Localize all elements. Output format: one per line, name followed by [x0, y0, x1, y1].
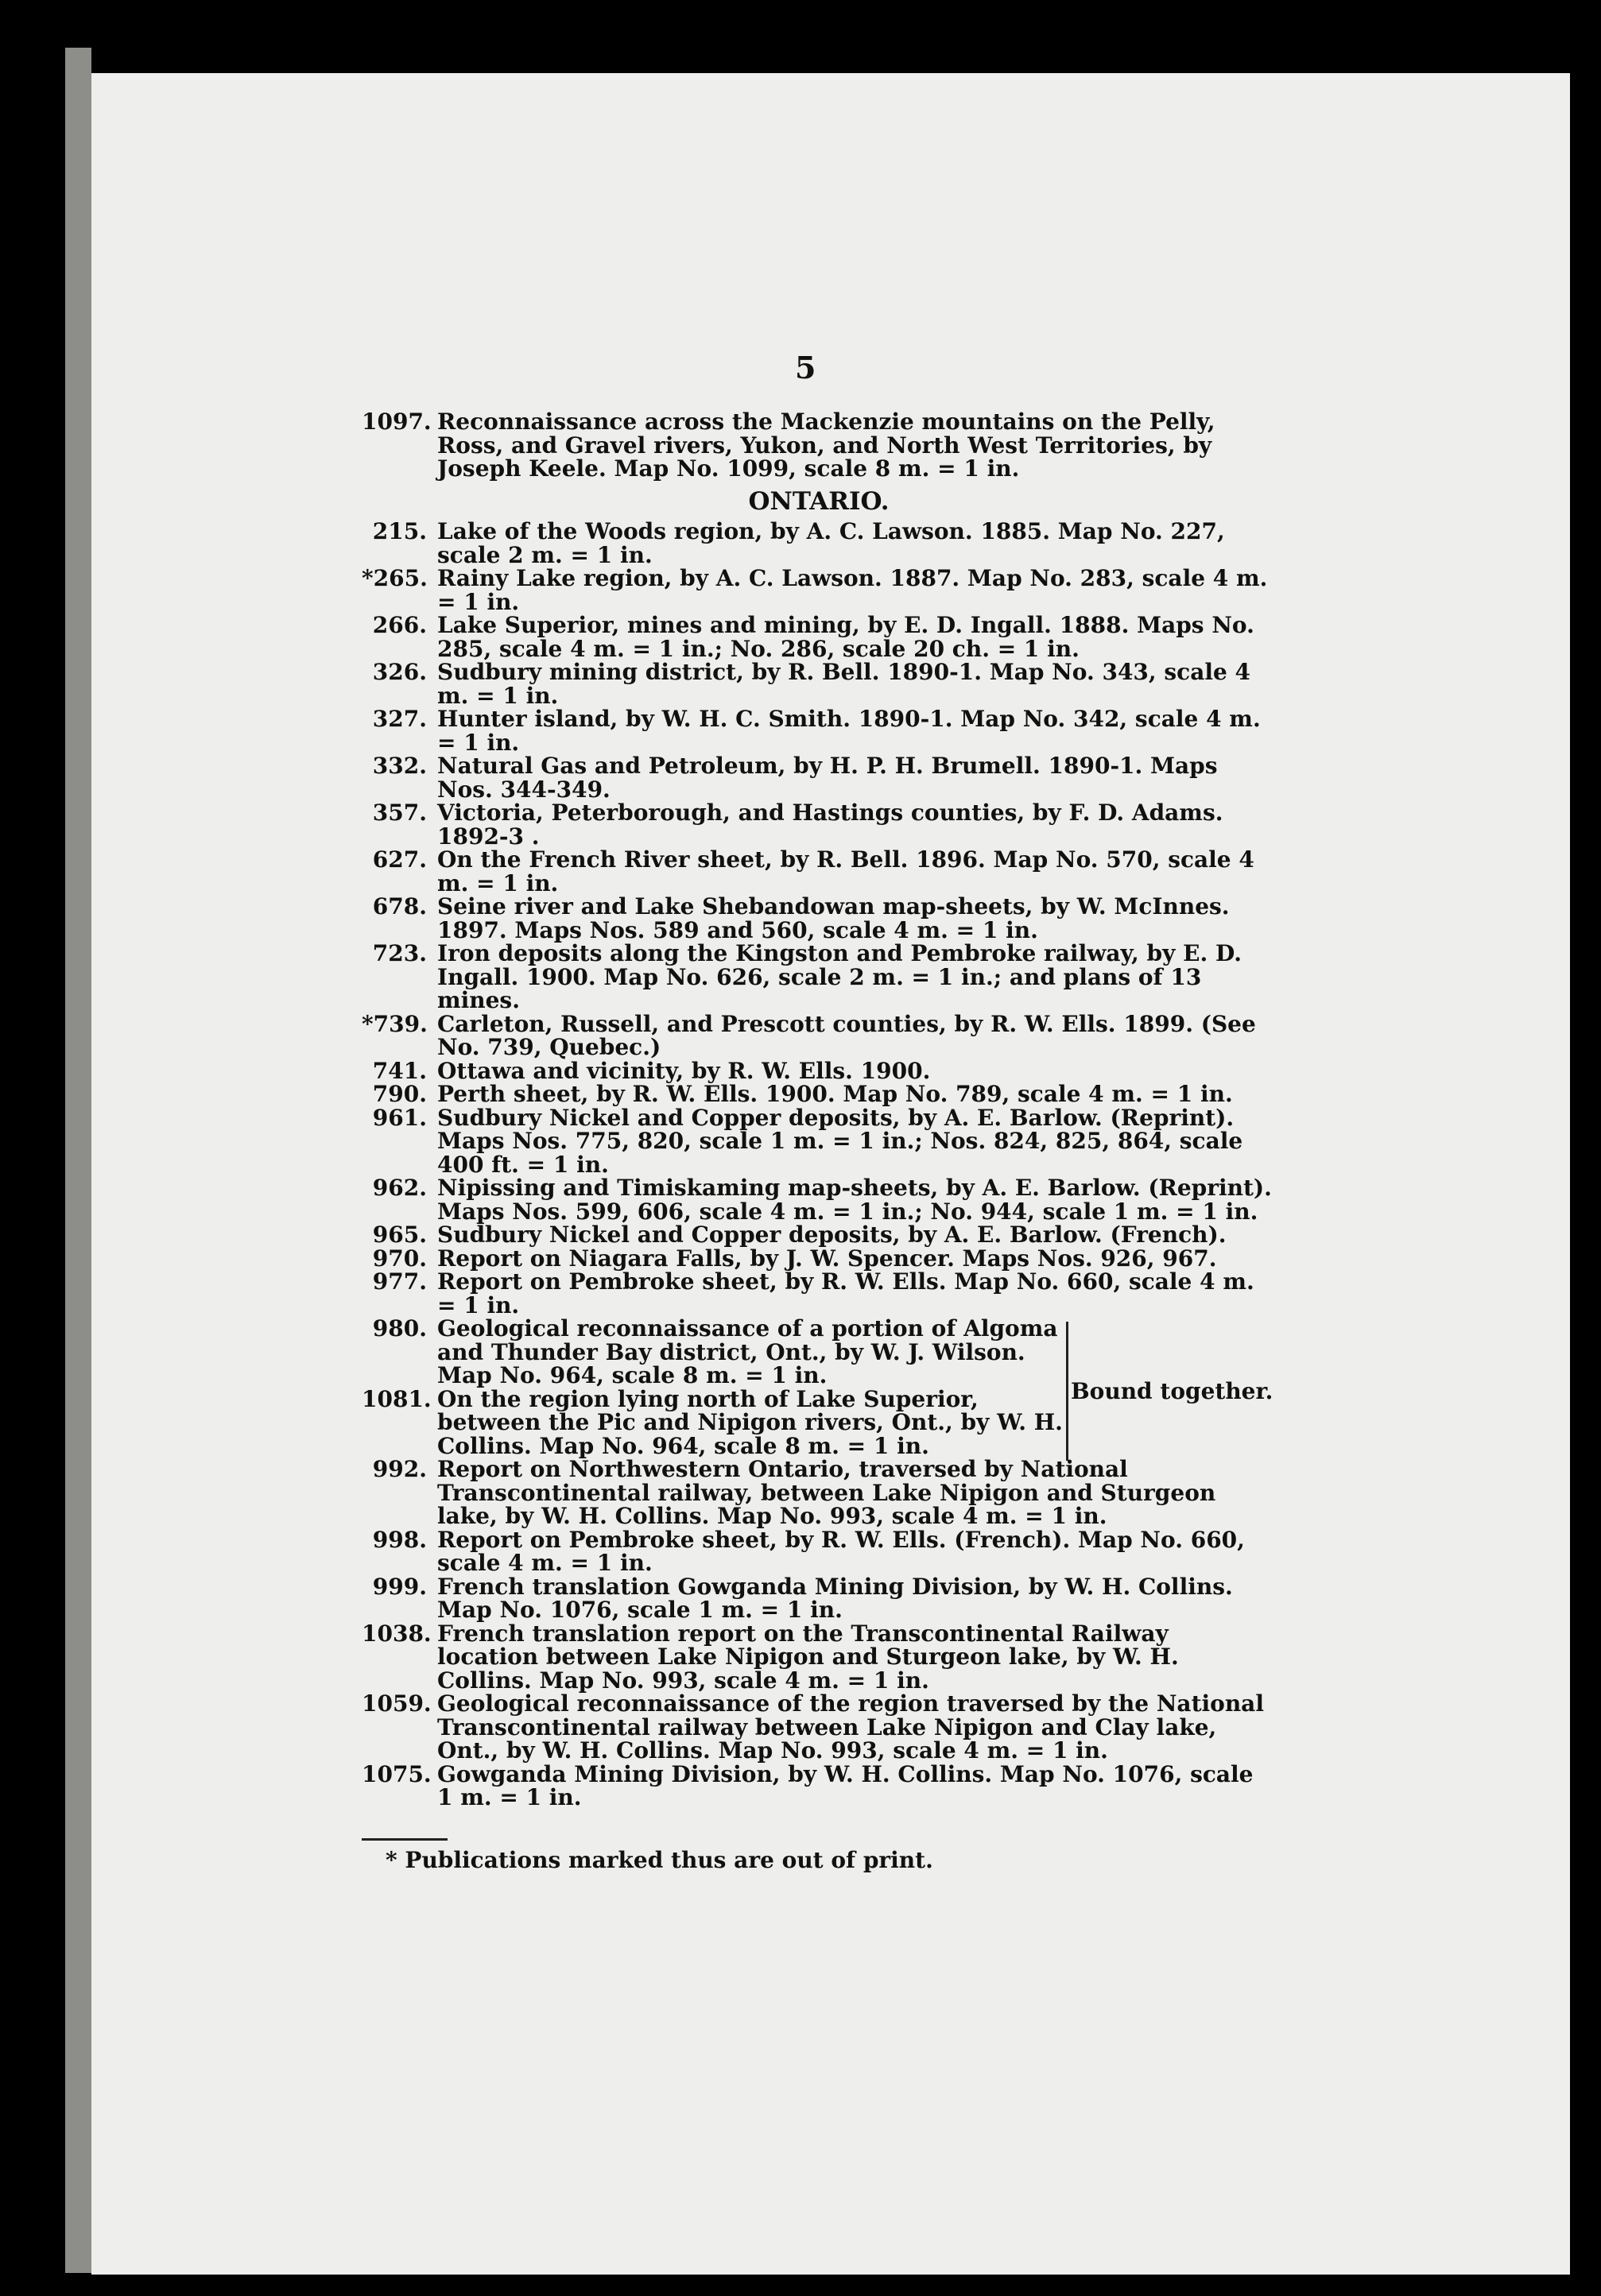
list-entry — [362, 614, 1276, 660]
entry-text: Sudbury Nickel and Copper deposits, by A. E. Barlow. (Reprint). Maps Nos. 775, 820, scale 1 m. = 1 in.; Nos. 824, 825, 864, scale 400 ft. = 1 in. — [437, 1104, 1243, 1178]
list-entry — [362, 1223, 1276, 1247]
entry-number: 1097. — [362, 408, 432, 435]
bound-entries — [362, 1317, 1081, 1458]
ontario-entries — [362, 520, 1276, 1317]
section-heading: ONTARIO. — [748, 486, 890, 516]
list-entry — [362, 1528, 1276, 1575]
list-entry — [362, 520, 1276, 567]
entry-number: 1075. — [362, 1760, 432, 1787]
entry-text: On the French River sheet, by R. Bell. 1896. Map No. 570, scale 4 m. = 1 in. — [437, 846, 1254, 896]
bound-together-label: Bound together. — [1071, 1378, 1273, 1404]
entry-number: 965. — [372, 1222, 427, 1248]
entry-text: Iron deposits along the Kingston and Pembroke railway, by E. D. Ingall. 1900. Map No. 626, scale 2 m. = 1 in.; and plans of 13 mines. — [437, 940, 1242, 1013]
entry-text: Geological reconnaissance of a portion of Algoma and Thunder Bay district, Ont., by W. J. Wilson. Map No. 964, scale 8 m. = 1 in. — [437, 1315, 1058, 1388]
list-entry — [362, 1458, 1276, 1528]
entry-text: Lake of the Woods region, by A. C. Lawson. 1885. Map No. 227, scale 2 m. = 1 in. — [437, 518, 1225, 568]
entry-text: Nipissing and Timiskaming map-sheets, by A. E. Barlow. (Reprint). Maps Nos. 599, 606, scale 4 m. = 1 in.; No. 944, scale 1 m. = 1 in. — [437, 1175, 1272, 1225]
list-entry — [362, 754, 1276, 801]
list-entry — [362, 1385, 1081, 1459]
entry-text: Gowganda Mining Division, by W. H. Collins. Map No. 1076, scale 1 m. = 1 in. — [437, 1760, 1254, 1810]
entry-number: 998. — [372, 1526, 427, 1553]
entry-number: 723. — [372, 940, 427, 966]
list-entry — [362, 1106, 1276, 1177]
entry-number: 961. — [372, 1104, 427, 1131]
entry-number: 977. — [372, 1268, 427, 1295]
entry-text: Report on Niagara Falls, by J. W. Spencer. Maps Nos. 926, 967. — [437, 1245, 1217, 1272]
list-entry — [362, 1270, 1276, 1317]
entry-text: Lake Superior, mines and mining, by E. D. Ingall. 1888. Maps No. 285, scale 4 m. = 1 in.; No. 286, scale 20 ch. = 1 in. — [437, 612, 1254, 662]
entry-text: Rainy Lake region, by A. C. Lawson. 1887. Map No. 283, scale 4 m. = 1 in. — [437, 565, 1268, 615]
list-entry — [362, 895, 1276, 942]
entry-number: 1038. — [362, 1620, 432, 1647]
entry-text: Report on Northwestern Ontario, traversed by National Transcontinental railway, between Lake Nipigon and Sturgeon lake, by W. H. Collins. Map No. 993, scale 4 m. = 1 in. — [437, 1456, 1216, 1529]
entry-number: 215. — [372, 518, 427, 544]
footnote: * Publications marked thus are out of print. — [386, 1846, 933, 1873]
entry-number: *739. — [362, 1010, 428, 1037]
list-entry — [362, 942, 1276, 1012]
entry-text: On the region lying north of Lake Superior, between the Pic and Nipigon rivers, Ont., by W. H. Collins. Map No. 964, scale 8 m. = 1 in. — [437, 1385, 1063, 1459]
list-entry — [362, 410, 1276, 481]
entry-number: 741. — [372, 1057, 427, 1084]
footnote-rule — [362, 1838, 448, 1841]
list-entry — [362, 707, 1276, 754]
entry-text: French translation Gowganda Mining Division, by W. H. Collins. Map No. 1076, scale 1 m. = 1 in. — [437, 1573, 1233, 1623]
entry-text: Ottawa and vicinity, by R. W. Ells. 1900. — [437, 1057, 931, 1084]
entry-number: 980. — [372, 1315, 427, 1342]
list-entry — [362, 1176, 1276, 1223]
entry-number: 970. — [372, 1245, 427, 1272]
ontario-entries-continued — [362, 1458, 1276, 1810]
list-entry — [362, 1575, 1276, 1622]
entry-number: 326. — [372, 659, 427, 685]
list-entry — [362, 660, 1276, 707]
brace-bracket — [1055, 1322, 1068, 1461]
list-entry — [362, 1622, 1276, 1693]
page-gutter-edge — [65, 48, 91, 2273]
entry-number: 678. — [372, 893, 427, 920]
list-entry — [362, 1059, 1276, 1083]
entry-text: Perth sheet, by R. W. Ells. 1900. Map No. 789, scale 4 m. = 1 in. — [437, 1081, 1233, 1107]
list-entry — [362, 1692, 1276, 1763]
entry-number: 992. — [372, 1456, 427, 1482]
entry-text: Sudbury mining district, by R. Bell. 1890-1. Map No. 343, scale 4 m. = 1 in. — [437, 659, 1251, 709]
list-entry — [362, 1082, 1276, 1106]
entry-text: Report on Pembroke sheet, by R. W. Ells. Map No. 660, scale 4 m. = 1 in. — [437, 1268, 1254, 1318]
page-number: 5 — [795, 350, 816, 385]
entry-number: 790. — [372, 1081, 427, 1107]
list-entry — [362, 1317, 1081, 1388]
entry-number: 266. — [372, 612, 427, 638]
entry-number: *265. — [362, 565, 428, 591]
book-binding — [0, 0, 91, 2296]
list-entry — [362, 801, 1276, 848]
list-entry — [362, 848, 1276, 895]
entry-number: 332. — [372, 753, 427, 779]
entry-text: French translation report on the Transcontinental Railway location between Lake Nipigon and Sturgeon lake, by W. H. Collins. Map No. 993, scale 4 m. = 1 in. — [437, 1620, 1179, 1694]
entry-number: 999. — [372, 1573, 427, 1600]
entry-number: 627. — [372, 846, 427, 873]
entry-text: Geological reconnaissance of the region traversed by the National Transcontinental railway between Lake Nipigon and Clay lake, Ont., by W. H. Collins. Map No. 993, scale 4 m. = 1 in. — [437, 1690, 1264, 1764]
entry-number: 1059. — [362, 1690, 432, 1717]
entry-number: 962. — [372, 1175, 427, 1201]
entry-text: Hunter island, by W. H. C. Smith. 1890-1. Map No. 342, scale 4 m. = 1 in. — [437, 706, 1261, 756]
entry-number: 357. — [372, 800, 427, 826]
entry-text: Report on Pembroke sheet, by R. W. Ells. (French). Map No. 660, scale 4 m. = 1 in. — [437, 1526, 1245, 1576]
list-entry — [362, 1760, 1276, 1810]
list-entry — [362, 567, 1276, 614]
publication-list — [362, 410, 1276, 1872]
entry-number: 1081. — [362, 1385, 432, 1412]
list-entry — [362, 1012, 1276, 1059]
entry-text: Natural Gas and Petroleum, by H. P. H. Brumell. 1890-1. Maps Nos. 344-349. — [437, 753, 1218, 803]
entry-text: Victoria, Peterborough, and Hastings counties, by F. D. Adams. 1892-3 . — [437, 800, 1223, 850]
entry-text: Seine river and Lake Shebandowan map-sheets, by W. McInnes. 1897. Maps Nos. 589 and 560, scale 4 m. = 1 in. — [437, 893, 1230, 943]
entry-text: Reconnaissance across the Mackenzie mountains on the Pelly, Ross, and Gravel rivers, Yukon, and North West Territories, by Joseph Keele. Map No. 1099, scale 8 m. = 1 in. — [437, 408, 1215, 482]
entry-number: 327. — [372, 706, 427, 732]
entry-text: Sudbury Nickel and Copper deposits, by A. E. Barlow. (French). — [437, 1222, 1227, 1248]
bound-together-group — [362, 1315, 1273, 1459]
list-entry — [362, 1247, 1276, 1271]
entry-text: Carleton, Russell, and Prescott counties, by R. W. Ells. 1899. (See No. 739, Quebec.) — [437, 1010, 1256, 1060]
